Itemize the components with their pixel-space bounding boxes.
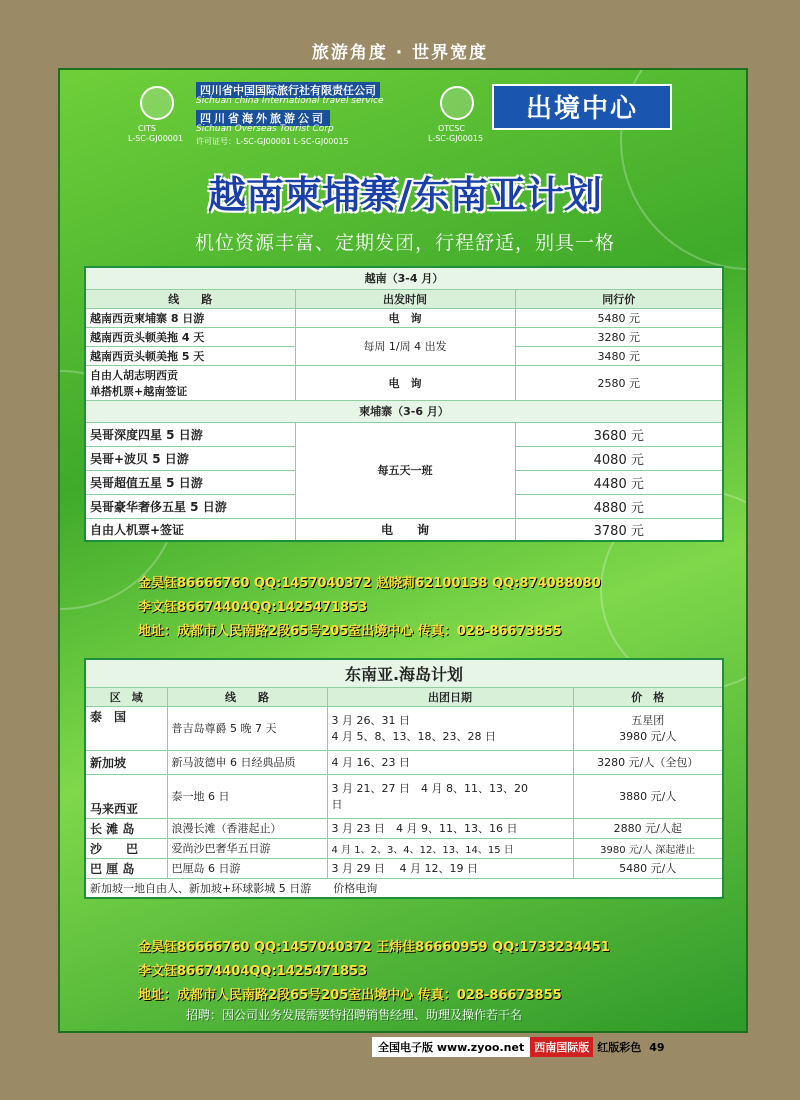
col-route: 线 路 bbox=[85, 289, 295, 308]
col-price: 价 格 bbox=[573, 687, 723, 706]
ad-panel bbox=[58, 68, 748, 1033]
corp-name-en-2: Sichuan Overseas Tourist Corp bbox=[196, 124, 334, 134]
table-row: 越南西贡头顿美拖 4 天 每周 1/周 4 出发 3280 元 bbox=[85, 327, 723, 346]
col-route: 线 路 bbox=[167, 687, 327, 706]
table-note: 新加坡一地自由人、新加坡+环球影城 5 日游 价格电询 bbox=[85, 878, 723, 898]
southeast-asia-title: 东南亚.海岛计划 bbox=[85, 659, 723, 687]
table-row: 自由人机票+签证 电 询 3780 元 bbox=[85, 518, 723, 541]
table-row: 泰 国 普吉岛尊爵 5 晚 7 天 3 月 26、31 日 4 月 5、8、13、18、23、28 日 五星团 3980 元/人 bbox=[85, 706, 723, 750]
footer-edition: 全国电子版 www.zyoo.net bbox=[372, 1037, 530, 1057]
otcsc-label: OTCSC bbox=[438, 124, 465, 133]
cits-logo-icon bbox=[140, 86, 174, 120]
col-date: 出团日期 bbox=[327, 687, 573, 706]
corp-name-cn-1: 四川省中国国际旅行社有限责任公司 bbox=[196, 82, 380, 98]
cits-license: L-SC-GJ00001 bbox=[128, 134, 184, 143]
slogan: 机位资源丰富、定期发团，行程舒适，别具一格 bbox=[194, 232, 615, 254]
footer bbox=[372, 1037, 669, 1057]
table-row: 吴哥深度四星 5 日游 每五天一班 3680 元 bbox=[85, 422, 723, 446]
table-row: 吴哥+波贝 5 日游 4080 元 bbox=[85, 446, 723, 470]
table-row: 自由人胡志明西贡 单搭机票+越南签证 电 询 2580 元 bbox=[85, 365, 723, 400]
otcsc-logo-icon bbox=[440, 86, 474, 120]
main-title: 越南柬埔寨/东南亚计划 bbox=[208, 173, 602, 217]
corp-name-cn-2: 四川省海外旅游公司 bbox=[196, 110, 330, 126]
col-price: 同行价 bbox=[515, 289, 723, 308]
table-row: 长 滩 岛 浪漫长滩（香港起止） 3 月 23 日 4 月 9、11、13、16 日 2880 元/人起 bbox=[85, 818, 723, 838]
table-row: 越南西贡柬埔寨 8 日游 电 询 5480 元 bbox=[85, 308, 723, 327]
table-row: 马来西亚 泰一地 6 日 3 月 21、27 日 4 月 8、11、13、20 日 3880 元/人 bbox=[85, 774, 723, 818]
cambodia-section-title: 柬埔寨（3-6 月） bbox=[85, 400, 723, 422]
contact-line-1: 金昊钰86666760 QQ:1457040372 赵晓莉62100138 QQ:874088080 bbox=[138, 576, 601, 591]
table-row bbox=[85, 878, 723, 898]
table-row: 沙 巴 爱尚沙巴奢华五日游 4 月 1、2、3、4、12、13、14、15 日 3980 元/人 深起港止 bbox=[85, 838, 723, 858]
table-row: 吴哥豪华奢侈五星 5 日游 4880 元 bbox=[85, 494, 723, 518]
col-departure: 出发时间 bbox=[295, 289, 515, 308]
table-row: 巴 厘 岛 巴厘岛 6 日游 3 月 29 日 4 月 12、19 日 5480 元/人 bbox=[85, 858, 723, 878]
license-number: 许可证号：L-SC-GJ00001 L-SC-GJ00015 bbox=[196, 137, 349, 146]
footer-tag: 红版彩色 bbox=[597, 1041, 642, 1054]
vietnam-section-title: 越南（3-4 月） bbox=[85, 267, 723, 289]
contact-address: 地址：成都市人民南路2段65号205室出境中心 传真：028-86673855 bbox=[138, 624, 562, 639]
contact-address: 地址：成都市人民南路2段65号205室出境中心 传真：028-86673855 bbox=[138, 988, 562, 1003]
header bbox=[60, 70, 748, 154]
page-number: 49 bbox=[649, 1041, 665, 1054]
table-row: 吴哥超值五星 5 日游 4480 元 bbox=[85, 470, 723, 494]
department-badge: 出境中心 bbox=[492, 84, 672, 130]
recruitment-notice: 招聘：因公司业务发展需要特招聘销售经理、助理及操作若干名 bbox=[186, 1008, 523, 1022]
col-region: 区 域 bbox=[85, 687, 167, 706]
footer-brand: 西南国际版 bbox=[530, 1037, 593, 1057]
contact-line-2: 李文钰86674404QQ:1425471853 bbox=[138, 600, 368, 615]
contact-line-1: 金昊钰86666760 QQ:1457040372 王炜佳86660959 QQ:1733234451 bbox=[138, 940, 610, 955]
vietnam-cambodia-table bbox=[84, 266, 724, 542]
cits-label: CITS bbox=[138, 124, 156, 133]
masthead: 旅游角度 · 世界宽度 bbox=[311, 43, 489, 63]
table-row: 越南西贡头顿美拖 5 天 3480 元 bbox=[85, 346, 723, 365]
southeast-asia-table bbox=[84, 658, 724, 899]
corp-name-en-1: Sichuan china International travel service bbox=[196, 96, 384, 106]
table-row: 新加坡 新马波德申 6 日经典品质 4 月 16、23 日 3280 元/人（全包） bbox=[85, 750, 723, 774]
contact-line-2: 李文钰86674404QQ:1425471853 bbox=[138, 964, 368, 979]
otcsc-license: L-SC-GJ00015 bbox=[428, 134, 484, 143]
